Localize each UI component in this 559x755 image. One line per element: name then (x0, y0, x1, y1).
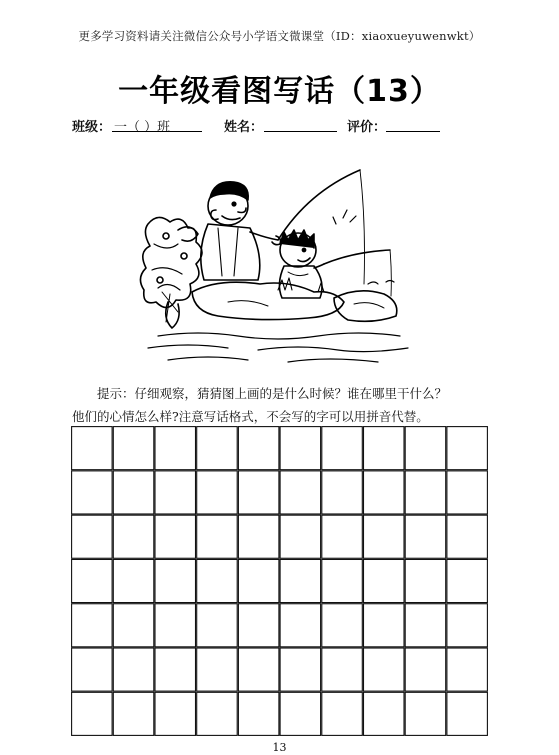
grid-cell[interactable] (322, 559, 363, 602)
grid-cell[interactable] (238, 604, 279, 647)
grid-cell[interactable] (238, 648, 279, 691)
grid-cell[interactable] (113, 471, 154, 514)
grid-cell[interactable] (113, 515, 154, 558)
grid-cell[interactable] (280, 692, 321, 735)
grid-cell[interactable] (322, 692, 363, 735)
score-blank-line[interactable] (386, 131, 440, 132)
grid-cell[interactable] (364, 471, 405, 514)
grid-cell[interactable] (197, 648, 238, 691)
grid-cell[interactable] (364, 427, 405, 470)
prompt-line-2: 他们的心情怎么样?注意写话格式，不会写的字可以用拼音代替。 (72, 409, 429, 424)
rocks (192, 278, 397, 321)
grid-cell[interactable] (197, 515, 238, 558)
grid-cell[interactable] (405, 559, 446, 602)
grid-cell[interactable] (113, 604, 154, 647)
grid-cell[interactable] (155, 559, 196, 602)
grid-cell[interactable] (238, 692, 279, 735)
grid-cell[interactable] (405, 604, 446, 647)
prompt-line-1: 提示：仔细观察，猜猜图上画的是什么时候？谁在哪里干什么？ (97, 386, 448, 401)
writing-grid[interactable] (71, 426, 488, 736)
grid-cell[interactable] (322, 427, 363, 470)
grid-cell[interactable] (322, 648, 363, 691)
grid-cell[interactable] (155, 471, 196, 514)
grid-cell[interactable] (405, 648, 446, 691)
grid-cell[interactable] (72, 604, 113, 647)
grid-cell[interactable] (113, 648, 154, 691)
grid-cell[interactable] (197, 692, 238, 735)
class-blank-line[interactable] (112, 131, 202, 132)
grid-cell[interactable] (447, 648, 488, 691)
class-value: 一（ ）班 (114, 120, 171, 135)
grid-cell[interactable] (405, 692, 446, 735)
grid-cell[interactable] (197, 559, 238, 602)
grid-cell[interactable] (280, 515, 321, 558)
grid-cell[interactable] (322, 515, 363, 558)
grid-cell[interactable] (113, 427, 154, 470)
grid-cell[interactable] (197, 427, 238, 470)
grid-cell[interactable] (72, 559, 113, 602)
grid-cell[interactable] (155, 427, 196, 470)
page-number: 13 (272, 741, 287, 754)
grid-cell[interactable] (447, 471, 488, 514)
grid-cell[interactable] (197, 471, 238, 514)
grid-cell[interactable] (364, 648, 405, 691)
grid-cell[interactable] (447, 515, 488, 558)
grid-cell[interactable] (280, 427, 321, 470)
grid-cell[interactable] (280, 471, 321, 514)
grid-cell[interactable] (155, 604, 196, 647)
grid-cell[interactable] (364, 604, 405, 647)
grid-cell[interactable] (238, 471, 279, 514)
grid-cell[interactable] (72, 648, 113, 691)
grid-cell[interactable] (364, 515, 405, 558)
score-label: 评价： (347, 120, 387, 135)
grid-cell[interactable] (238, 515, 279, 558)
grid-cell[interactable] (447, 604, 488, 647)
grid-cell[interactable] (197, 604, 238, 647)
student-info-row (72, 116, 492, 136)
grid-cell[interactable] (405, 471, 446, 514)
grid-cell[interactable] (447, 692, 488, 735)
grid-cell[interactable] (280, 604, 321, 647)
grid-cell[interactable] (113, 559, 154, 602)
grid-cell[interactable] (238, 559, 279, 602)
bushes (140, 217, 202, 328)
grid-cell[interactable] (72, 515, 113, 558)
grid-cell[interactable] (364, 692, 405, 735)
fishing-illustration (138, 152, 418, 370)
grid-cell[interactable] (72, 692, 113, 735)
grid-cell[interactable] (405, 427, 446, 470)
grid-cell[interactable] (280, 648, 321, 691)
grid-cell[interactable] (238, 427, 279, 470)
grid-cell[interactable] (155, 515, 196, 558)
grid-cell[interactable] (72, 427, 113, 470)
grid-cell[interactable] (280, 559, 321, 602)
grid-cell[interactable] (155, 648, 196, 691)
writing-prompt (72, 382, 492, 428)
page-title: 一年级看图写话（13） (118, 74, 441, 109)
grid-cell[interactable] (72, 471, 113, 514)
father-figure (201, 182, 281, 280)
grid-cell[interactable] (113, 692, 154, 735)
grid-cell[interactable] (447, 427, 488, 470)
header-note: 更多学习资料请关注微信公众号小学语文微课堂（ID：xiaoxueyuwenwkt） (78, 29, 481, 43)
name-blank-line[interactable] (264, 131, 337, 132)
grid-cell[interactable] (405, 515, 446, 558)
grid-cell[interactable] (447, 559, 488, 602)
name-label: 姓名： (224, 120, 264, 135)
grid-cell[interactable] (364, 559, 405, 602)
grid-cell[interactable] (322, 604, 363, 647)
grid-cell[interactable] (322, 471, 363, 514)
grid-cell[interactable] (155, 692, 196, 735)
class-label: 班级： (72, 120, 112, 135)
